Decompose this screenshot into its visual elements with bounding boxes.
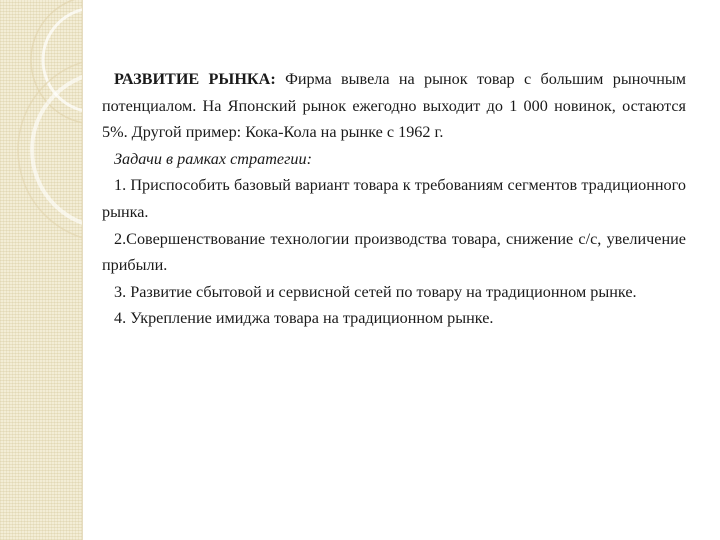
list-item-3: 3. Развитие сбытовой и сервисной сетей по товару на традиционном рынке. [114, 282, 637, 301]
intro-text: Фирма вывела на рынок товар с большим рыночным потенциалом. На Японский рынок ежегодно выходит до 1 000 новинок, остаются 5%. Другой пример: Кока-Кола на рынке с 1962 г. [102, 70, 686, 142]
paragraph-intro [102, 66, 686, 146]
tasks-heading: Задачи в рамках стратегии: [114, 149, 312, 168]
list-item-1: 1. Приспособить базовый вариант товара к требованиям сегментов традиционного рынка. [102, 176, 686, 221]
slide-body-text [102, 66, 686, 332]
decorative-circles [0, 0, 82, 540]
list-item-4: 4. Укрепление имиджа товара на традиционном рынке. [114, 309, 494, 328]
section-heading: РАЗВИТИЕ РЫНКА: [114, 70, 276, 88]
strip-divider [82, 0, 83, 540]
decorative-side-strip [0, 0, 82, 540]
list-item-2: 2.Совершенствование технологии производства товара, снижение с/с, увеличение прибыли. [102, 229, 686, 275]
